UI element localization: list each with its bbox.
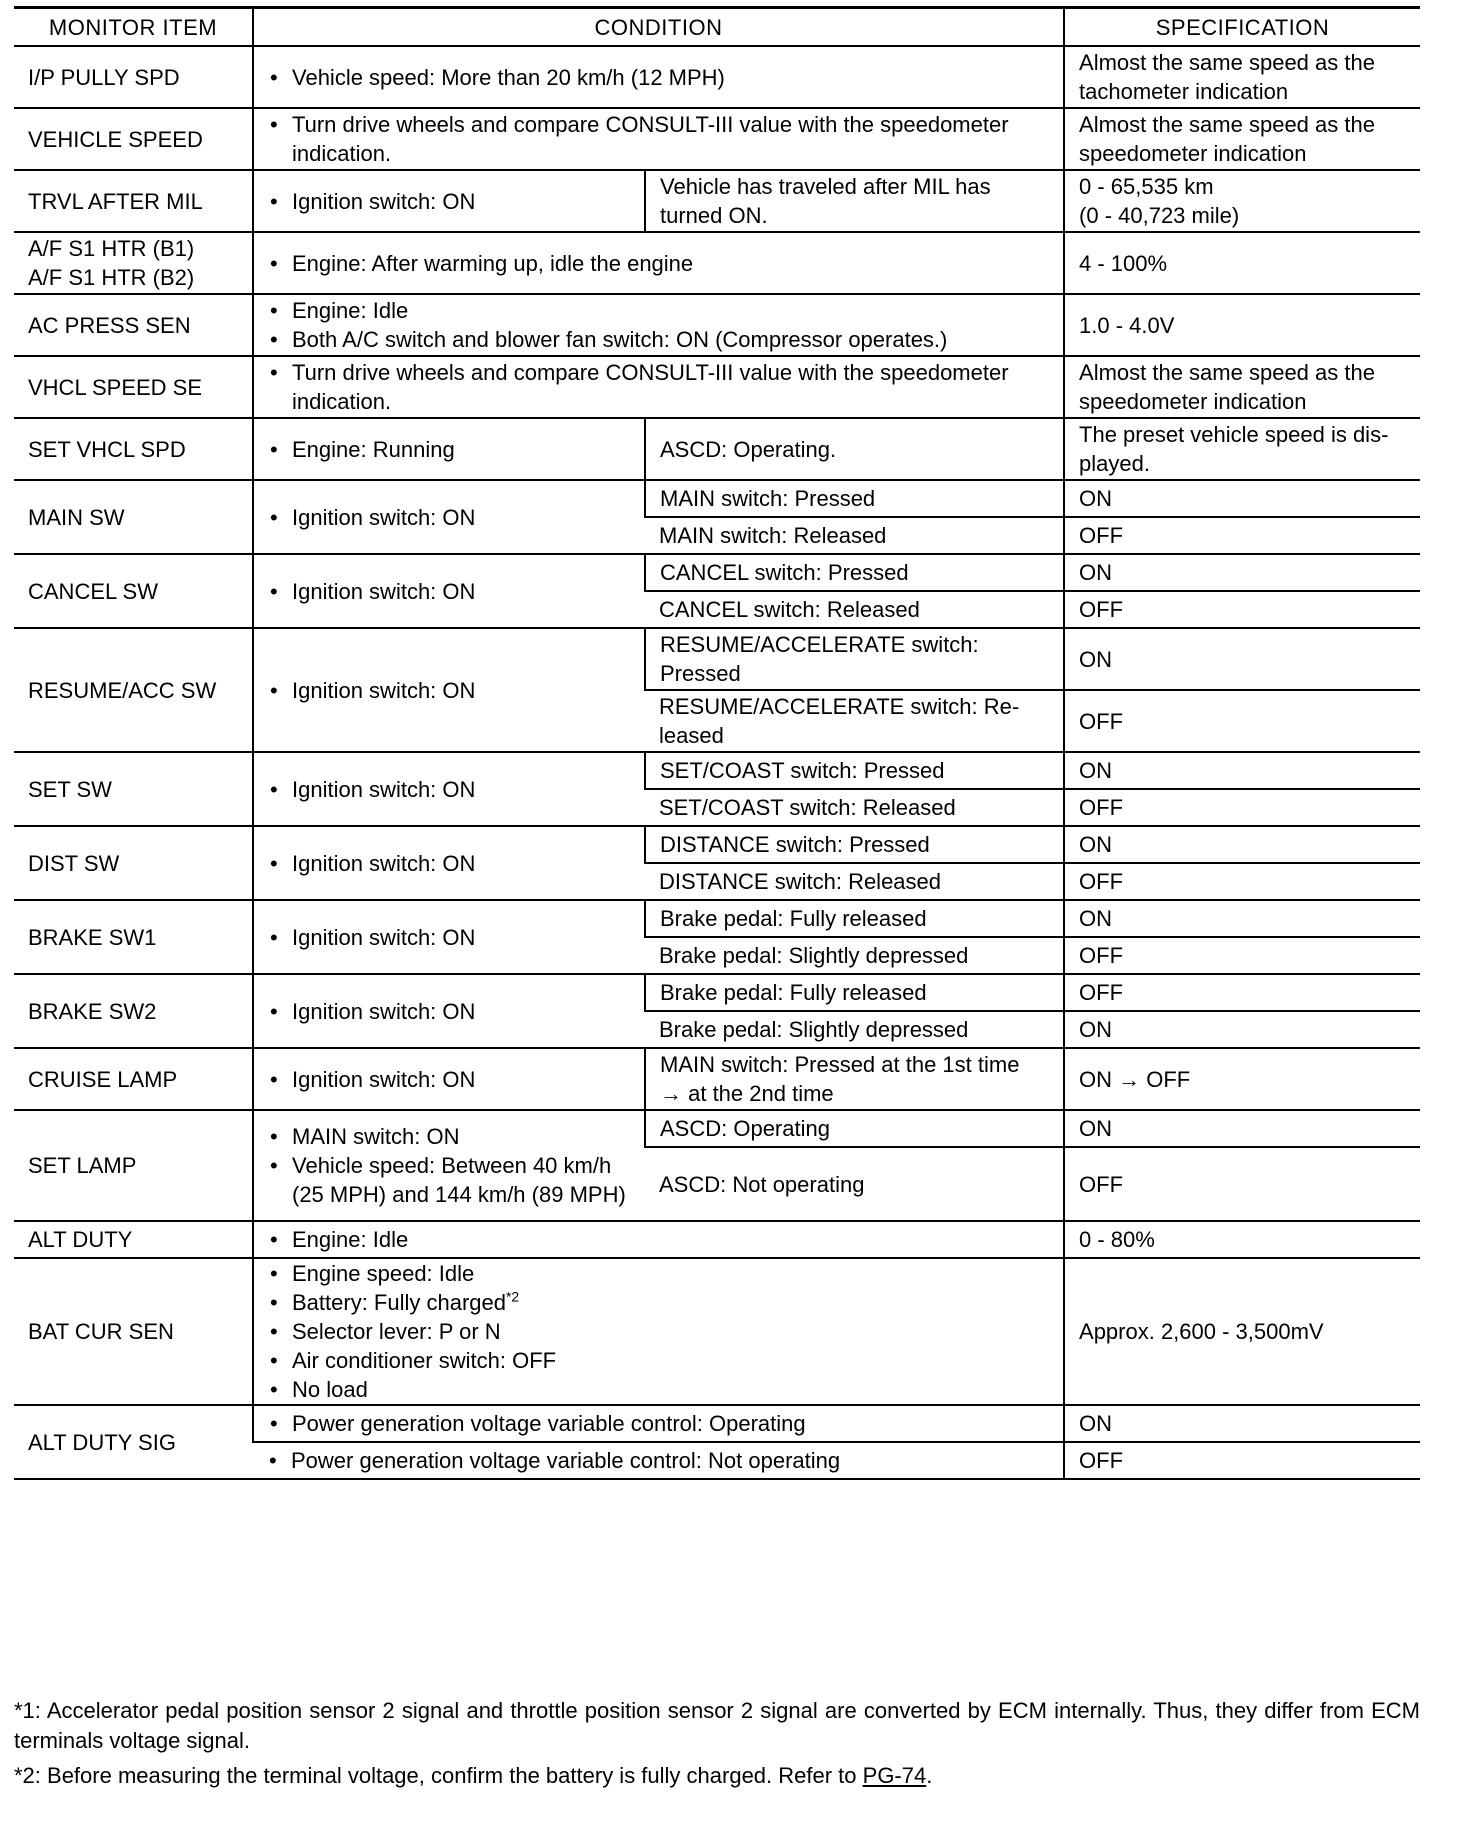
- condition-bullet: • Ignition switch: ON: [268, 775, 630, 804]
- monitor-item-cell: BAT CUR SEN: [14, 1258, 253, 1405]
- condition-cell: [253, 1442, 1064, 1479]
- sub-condition-cell: RESUME/ACCELERATE switch: Pressed: [645, 628, 1064, 690]
- condition-cell: [253, 1258, 1064, 1405]
- sub-condition-cell: SET/COAST switch: Released: [645, 789, 1064, 826]
- footnote-2-end: .: [926, 1763, 933, 1788]
- condition-bullet: • Power generation voltage variable control: Operating: [268, 1409, 1049, 1438]
- specification-cell: The preset vehicle speed is dis-played.: [1064, 418, 1420, 480]
- monitor-item-cell: ALT DUTY: [14, 1221, 253, 1258]
- specification-cell: ON: [1064, 826, 1420, 863]
- table-row: [14, 974, 1420, 1011]
- monitor-item-cell: [14, 232, 253, 294]
- condition-bullet: • Air conditioner switch: OFF: [268, 1346, 1049, 1375]
- condition-bullet: • Vehicle speed: More than 20 km/h (12 MPH): [268, 63, 1049, 92]
- specification-cell: OFF: [1064, 690, 1420, 752]
- sub-condition-cell: SET/COAST switch: Pressed: [645, 752, 1064, 789]
- table-row: [14, 480, 1420, 517]
- specification-cell: ON: [1064, 628, 1420, 690]
- sub-condition-cell: Vehicle has traveled after MIL has turned ON.: [645, 170, 1064, 232]
- specification-cell: OFF: [1064, 974, 1420, 1011]
- table-row: [14, 554, 1420, 591]
- specification-cell: Almost the same speed as the tachometer indication: [1064, 46, 1420, 108]
- specification-cell: ON: [1064, 1011, 1420, 1048]
- sub-condition-cell: Brake pedal: Slightly depressed: [645, 937, 1064, 974]
- condition-bullet: • Selector lever: P or N: [268, 1317, 1049, 1346]
- condition-bullet: • Ignition switch: ON: [268, 1065, 630, 1094]
- table-row: [14, 232, 1420, 294]
- condition-cell: [253, 752, 645, 826]
- monitor-item-cell: CRUISE LAMP: [14, 1048, 253, 1110]
- condition-bullet: • Ignition switch: ON: [268, 997, 630, 1026]
- condition-bullet: • Turn drive wheels and compare CONSULT-III value with the speedometer indication.: [268, 110, 1049, 168]
- specification-cell: OFF: [1064, 789, 1420, 826]
- table-row: [14, 900, 1420, 937]
- specification-cell: ON: [1064, 554, 1420, 591]
- condition-bullet: • Power generation voltage variable control: Not operating: [267, 1446, 1049, 1475]
- condition-cell: [253, 1110, 645, 1221]
- specification-cell: ON: [1064, 900, 1420, 937]
- condition-cell: [253, 356, 1064, 418]
- condition-cell: [253, 480, 645, 554]
- condition-cell: [253, 1405, 1064, 1442]
- condition-bullet: • Battery: Fully charged$^{*2}$: [268, 1288, 1049, 1317]
- header-condition: CONDITION: [253, 8, 1064, 47]
- sub-condition-cell: ASCD: Not operating: [645, 1147, 1064, 1221]
- specification-cell: OFF: [1064, 591, 1420, 628]
- specification-cell: ON: [1064, 752, 1420, 789]
- sub-condition-cell: CANCEL switch: Released: [645, 591, 1064, 628]
- monitor-item-cell: ALT DUTY SIG: [14, 1405, 253, 1479]
- monitor-item-cell: RESUME/ACC SW: [14, 628, 253, 752]
- condition-bullet: • Ignition switch: ON: [268, 676, 630, 705]
- spec-line: 0 - 65,535 km: [1079, 174, 1214, 199]
- sub-condition-cell: [645, 1048, 1064, 1110]
- sub-condition-cell: CANCEL switch: Pressed: [645, 554, 1064, 591]
- sub-condition-cell: Brake pedal: Fully released: [645, 900, 1064, 937]
- condition-bullet: • Turn drive wheels and compare CONSULT-III value with the speedometer indication.: [268, 358, 1049, 416]
- monitor-item-cell: AC PRESS SEN: [14, 294, 253, 356]
- condition-bullet: • Ignition switch: ON: [268, 187, 630, 216]
- condition-cell: [253, 628, 645, 752]
- table-row: [14, 1048, 1420, 1110]
- condition-cell: [253, 1048, 645, 1110]
- condition-cell: [253, 170, 645, 232]
- specification-cell: 0 - 80%: [1064, 1221, 1420, 1258]
- condition-bullet: • Engine: Idle: [268, 296, 1049, 325]
- monitor-item-cell: VHCL SPEED SE: [14, 356, 253, 418]
- sub-condition-cell: DISTANCE switch: Pressed: [645, 826, 1064, 863]
- monitor-item-cell: TRVL AFTER MIL: [14, 170, 253, 232]
- table-header-row: [14, 8, 1420, 47]
- condition-cell: [253, 294, 1064, 356]
- sub-condition-cell: Brake pedal: Fully released: [645, 974, 1064, 1011]
- monitor-item-cell: MAIN SW: [14, 480, 253, 554]
- sub-condition-cell: DISTANCE switch: Released: [645, 863, 1064, 900]
- condition-bullet: • Ignition switch: ON: [268, 849, 630, 878]
- monitor-item-table: [14, 6, 1420, 1480]
- condition-bullet: • Ignition switch: ON: [268, 577, 630, 606]
- condition-cell: [253, 826, 645, 900]
- condition-bullet: • Both A/C switch and blower fan switch: ON (Compressor operates.): [268, 325, 1049, 354]
- sub-condition-cell: RESUME/ACCELERATE switch: Re-leased: [645, 690, 1064, 752]
- condition-cell: [253, 974, 645, 1048]
- sub-condition-line: MAIN switch: Pressed at the 1st time: [660, 1052, 1020, 1077]
- specification-cell: 1.0 - 4.0V: [1064, 294, 1420, 356]
- table-row: [14, 46, 1420, 108]
- monitor-item-line: A/F S1 HTR (B2): [28, 265, 195, 290]
- specification-cell: Almost the same speed as the speedometer indication: [1064, 108, 1420, 170]
- condition-cell: [253, 554, 645, 628]
- sub-condition-cell: MAIN switch: Released: [645, 517, 1064, 554]
- sub-condition-cell: MAIN switch: Pressed: [645, 480, 1064, 517]
- condition-bullet: • Engine: Running: [268, 435, 630, 464]
- table-row: [14, 628, 1420, 690]
- pg-74-link[interactable]: PG-74: [862, 1763, 927, 1788]
- condition-bullet: • Engine speed: Idle: [268, 1259, 1049, 1288]
- table-row: [14, 418, 1420, 480]
- monitor-item-cell: BRAKE SW1: [14, 900, 253, 974]
- specification-cell: OFF: [1064, 1147, 1420, 1221]
- monitor-item-cell: SET LAMP: [14, 1110, 253, 1221]
- monitor-item-cell: CANCEL SW: [14, 554, 253, 628]
- specification-cell: 4 - 100%: [1064, 232, 1420, 294]
- table-row: [14, 356, 1420, 418]
- specification-cell: OFF: [1064, 1442, 1420, 1479]
- table-row: [14, 170, 1420, 232]
- footnote-2: [14, 1761, 1420, 1791]
- specification-cell: ON: [1064, 480, 1420, 517]
- table-row: [14, 826, 1420, 863]
- footnotes: [14, 1696, 1420, 1796]
- condition-bullet: • MAIN switch: ON: [268, 1122, 630, 1151]
- condition-cell: [253, 900, 645, 974]
- sub-condition-line: → at the 2nd time: [660, 1081, 834, 1106]
- condition-cell: [253, 232, 1064, 294]
- sub-condition-cell: ASCD: Operating.: [645, 418, 1064, 480]
- spec-line: (0 - 40,723 mile): [1079, 203, 1240, 228]
- table-row: [14, 752, 1420, 789]
- specification-cell: Approx. 2,600 - 3,500mV: [1064, 1258, 1420, 1405]
- specification-cell: ON: [1064, 1110, 1420, 1147]
- monitor-item-line: A/F S1 HTR (B1): [28, 236, 195, 261]
- condition-bullet: • Ignition switch: ON: [268, 503, 630, 532]
- specification-cell: [1064, 170, 1420, 232]
- table-row: [14, 294, 1420, 356]
- header-monitor-item: MONITOR ITEM: [14, 8, 253, 47]
- table-row: [14, 1405, 1420, 1442]
- header-specification: SPECIFICATION: [1064, 8, 1420, 47]
- condition-bullet: • Engine: Idle: [268, 1225, 1049, 1254]
- condition-bullet: • Ignition switch: ON: [268, 923, 630, 952]
- sub-condition-cell: Brake pedal: Slightly depressed: [645, 1011, 1064, 1048]
- footnote-marker: *2: [505, 1288, 520, 1305]
- footnote-2-text: *2: Before measuring the terminal voltage, confirm the battery is fully charged. Refer to: [14, 1763, 863, 1788]
- condition-cell: [253, 418, 645, 480]
- monitor-item-cell: I/P PULLY SPD: [14, 46, 253, 108]
- table-row: [14, 1221, 1420, 1258]
- specification-cell: OFF: [1064, 937, 1420, 974]
- footnote-1: *1: Accelerator pedal position sensor 2 signal and throttle position sensor 2 signal are converted by ECM internally. Thus, they differ from ECM terminals voltage signal.: [14, 1698, 1420, 1753]
- specification-cell: ON → OFF: [1064, 1048, 1420, 1110]
- condition-bullet: • No load: [268, 1375, 1049, 1404]
- table-row: [14, 108, 1420, 170]
- specification-cell: OFF: [1064, 517, 1420, 554]
- monitor-item-cell: BRAKE SW2: [14, 974, 253, 1048]
- condition-cell: [253, 108, 1064, 170]
- monitor-item-cell: SET SW: [14, 752, 253, 826]
- sub-condition-cell: ASCD: Operating: [645, 1110, 1064, 1147]
- condition-bullet: • Vehicle speed: Between 40 km/h (25 MPH) and 144 km/h (89 MPH): [268, 1151, 630, 1209]
- specification-cell: Almost the same speed as the speedometer indication: [1064, 356, 1420, 418]
- table-row: [14, 1110, 1420, 1147]
- condition-cell: [253, 46, 1064, 108]
- monitor-item-cell: SET VHCL SPD: [14, 418, 253, 480]
- condition-cell: [253, 1221, 1064, 1258]
- monitor-item-cell: VEHICLE SPEED: [14, 108, 253, 170]
- monitor-item-cell: DIST SW: [14, 826, 253, 900]
- condition-bullet: • Engine: After warming up, idle the engine: [268, 249, 1049, 278]
- specification-cell: OFF: [1064, 863, 1420, 900]
- specification-cell: ON: [1064, 1405, 1420, 1442]
- table-row: [14, 1258, 1420, 1405]
